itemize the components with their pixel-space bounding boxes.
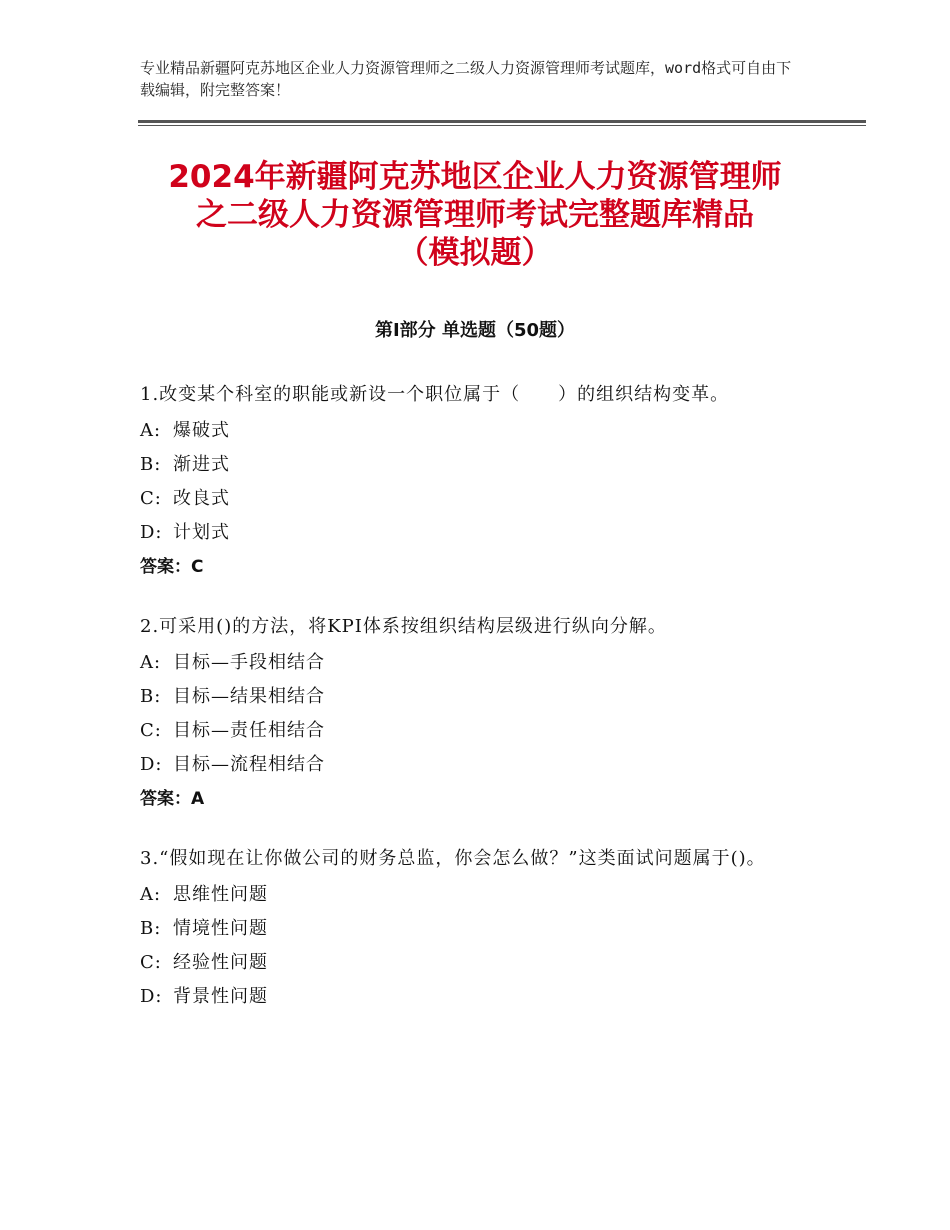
- question-1: [140, 380, 820, 584]
- option-key: A:: [140, 652, 162, 673]
- option-d: [140, 516, 820, 550]
- option-c: [140, 714, 820, 748]
- option-a: [140, 878, 820, 912]
- section-title: 第Ⅰ部分 单选题（50题）: [374, 320, 575, 341]
- question-stem: 2.可采用()的方法，将KPI体系按组织结构层级进行纵向分解。: [140, 616, 667, 637]
- option-key: A:: [140, 884, 162, 905]
- question-stem: 1.改变某个科室的职能或新设一个职位属于（ ）的组织结构变革。: [140, 384, 730, 405]
- option-text: 经验性问题: [173, 952, 268, 973]
- option-text: 爆破式: [173, 420, 230, 441]
- option-key: C:: [140, 952, 162, 973]
- header-rule-thick: [138, 120, 866, 123]
- option-key: C:: [140, 488, 162, 509]
- option-text: 背景性问题: [173, 986, 268, 1007]
- option-c: [140, 482, 820, 516]
- option-b: [140, 912, 820, 946]
- option-a: [140, 414, 820, 448]
- option-key: D:: [140, 522, 163, 543]
- option-key: D:: [140, 754, 163, 775]
- title-line-1: 2024年新疆阿克苏地区企业人力资源管理师: [168, 159, 782, 195]
- option-key: C:: [140, 720, 162, 741]
- option-key: B:: [140, 918, 162, 939]
- option-text: 目标—手段相结合: [173, 652, 325, 673]
- header-rule-thin: [138, 125, 866, 126]
- option-text: 目标—流程相结合: [173, 754, 325, 775]
- document-title: [100, 158, 850, 272]
- option-text: 思维性问题: [173, 884, 268, 905]
- option-key: A:: [140, 420, 162, 441]
- option-d: [140, 748, 820, 782]
- option-key: B:: [140, 686, 162, 707]
- option-text: 渐进式: [173, 454, 230, 475]
- header-note: 专业精品新疆阿克苏地区企业人力资源管理师之二级人力资源管理师考试题库，word格式可自由下载编辑，附完整答案！: [140, 59, 792, 99]
- question-stem: 3.“假如现在让你做公司的财务总监，你会怎么做？”这类面试问题属于()。: [140, 848, 766, 869]
- option-b: [140, 448, 820, 482]
- option-b: [140, 680, 820, 714]
- option-text: 目标—责任相结合: [173, 720, 325, 741]
- question-3: [140, 844, 820, 1014]
- option-text: 计划式: [173, 522, 230, 543]
- option-text: 目标—结果相结合: [173, 686, 325, 707]
- option-key: D:: [140, 986, 163, 1007]
- option-d: [140, 980, 820, 1014]
- option-key: B:: [140, 454, 162, 475]
- question-2: [140, 612, 820, 816]
- answer-line: 答案：C: [140, 557, 204, 577]
- option-text: 情境性问题: [173, 918, 268, 939]
- title-line-2: 之二级人力资源管理师考试完整题库精品: [196, 197, 754, 233]
- option-text: 改良式: [173, 488, 230, 509]
- title-line-3: （模拟题）: [397, 235, 553, 271]
- option-c: [140, 946, 820, 980]
- question-list: [140, 380, 820, 1042]
- answer-line: 答案：A: [140, 789, 205, 809]
- option-a: [140, 646, 820, 680]
